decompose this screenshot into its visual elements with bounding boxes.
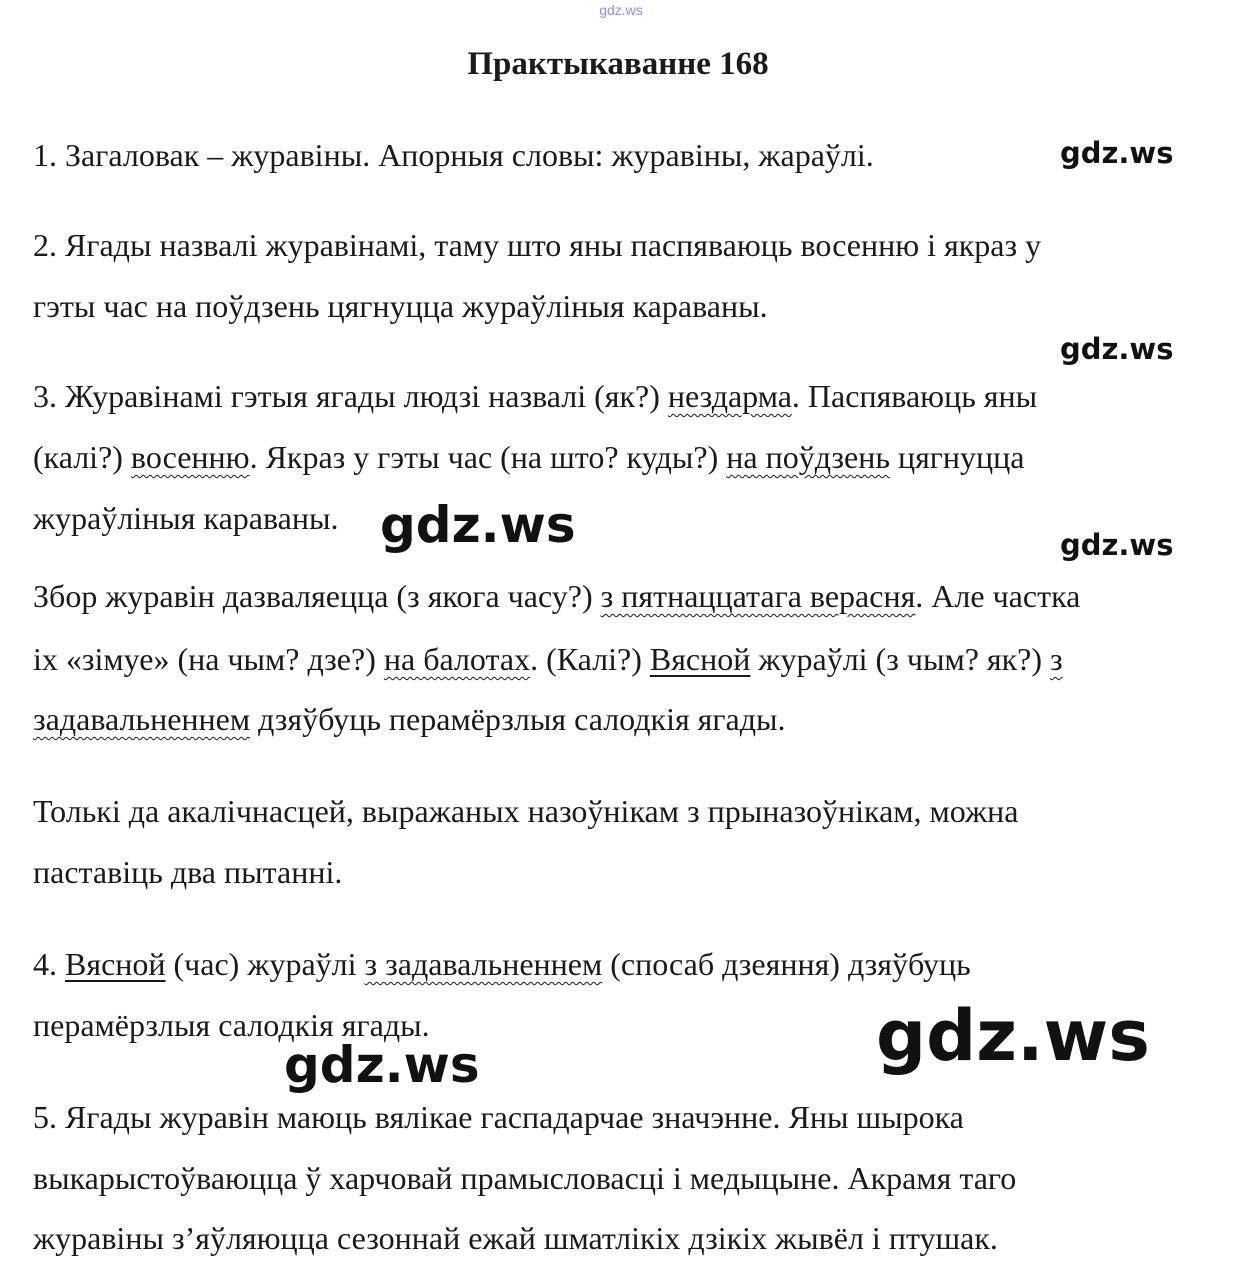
adverbial-viasnoi-2: Вясной <box>65 946 166 982</box>
answer-5-line-3: журавіны з’яўляюцца сезоннай ежай шматлікіх дзікіх жывёл і птушак. <box>33 1220 998 1256</box>
answer-3-line-3: жураўліныя караваны. <box>33 500 339 536</box>
watermark: gdz.ws <box>1060 136 1174 170</box>
text-segment: Збор журавін дазваляецца (з якога часу?) <box>33 578 601 614</box>
answer-3-line-2 <box>33 437 1024 477</box>
answer-5-line-2: выкарыстоўваюцца ў харчовай прамысловасці і медыцыне. Акрамя таго <box>33 1160 1017 1196</box>
answer-2-line-2: гэты час на поўдзень цягнуцца жураўліныя караваны. <box>33 288 768 324</box>
adverbial-z-start: з <box>1050 641 1063 677</box>
answer-3-line-1 <box>33 376 1037 416</box>
adverbial-na-poudzen: на поўдзень <box>726 439 890 475</box>
watermark: gdz.ws <box>284 1036 480 1094</box>
note-line-2: паставіць два пытанні. <box>33 854 343 890</box>
text-segment: 3. Журавінамі гэтыя ягады людзі назвалі (як?) <box>33 378 668 414</box>
text-segment: (калі?) <box>33 439 131 475</box>
watermark: gdz.ws <box>876 995 1150 1077</box>
answer-5-line-1: 5. Ягады журавін маюць вялікае гаспадарчае значэнне. Яны шырока <box>33 1099 964 1135</box>
text-segment: . Якраз у гэты час (на што? куды?) <box>249 439 727 475</box>
adverbial-zadavalnenniem: задавальненнем <box>33 701 251 737</box>
text-segment: іх «зімуе» (на чым? дзе?) <box>33 641 384 677</box>
answer-1-line: 1. Загаловак – журавіны. Апорныя словы: журавіны, жараўлі. <box>33 137 874 173</box>
answer-4-line-2: перамёрзлыя салодкія ягады. <box>33 1007 430 1043</box>
answer-4-line-1 <box>33 944 971 984</box>
watermark: gdz.ws <box>1060 528 1174 562</box>
adverbial-viasnoi: Вясной <box>649 641 751 677</box>
text-segment: (час) жураўлі <box>165 946 365 982</box>
text-segment: жураўлі (з чым? як?) <box>750 641 1051 677</box>
watermark: gdz.ws <box>1060 332 1174 366</box>
text-segment: . Але частка <box>915 578 1081 614</box>
page-title: Практыкаванне 168 <box>467 46 769 82</box>
text-segment: 4. <box>33 946 65 982</box>
adverbial-na-balotah: на балотах <box>383 641 531 677</box>
text-segment: (спосаб дзеяння) дзяўбуць <box>602 946 971 982</box>
adverbial-nezdarma: нездарма <box>667 378 792 414</box>
adverbial-z-zadavalnenniem: з задавальненнем <box>364 946 603 982</box>
text-segment: дзяўбуць перамёрзлыя салодкія ягады. <box>250 701 786 737</box>
note-line-1: Толькі да акалічнасцей, выражаных назоўнікам з прыназоўнікам, можна <box>33 793 1019 829</box>
site-watermark-top: gdz.ws <box>599 2 643 18</box>
text-segment: . (Калі?) <box>530 641 650 677</box>
answer-3-line-6 <box>33 699 786 739</box>
answer-3-line-4 <box>33 576 1080 616</box>
text-segment: цягнуцца <box>889 439 1025 475</box>
adverbial-vosenniu: восенню <box>130 439 250 475</box>
answer-3-line-5 <box>33 639 1063 679</box>
answer-2-line-1: 2. Ягады назвалі журавінамі, таму што яны паспяваюць восенню і якраз у <box>33 227 1042 263</box>
adverbial-z-piatnaccataga-verasnia: з пятнаццатага верасня <box>600 578 916 614</box>
text-segment: . Паспяваюць яны <box>791 378 1038 414</box>
watermark: gdz.ws <box>380 496 576 554</box>
